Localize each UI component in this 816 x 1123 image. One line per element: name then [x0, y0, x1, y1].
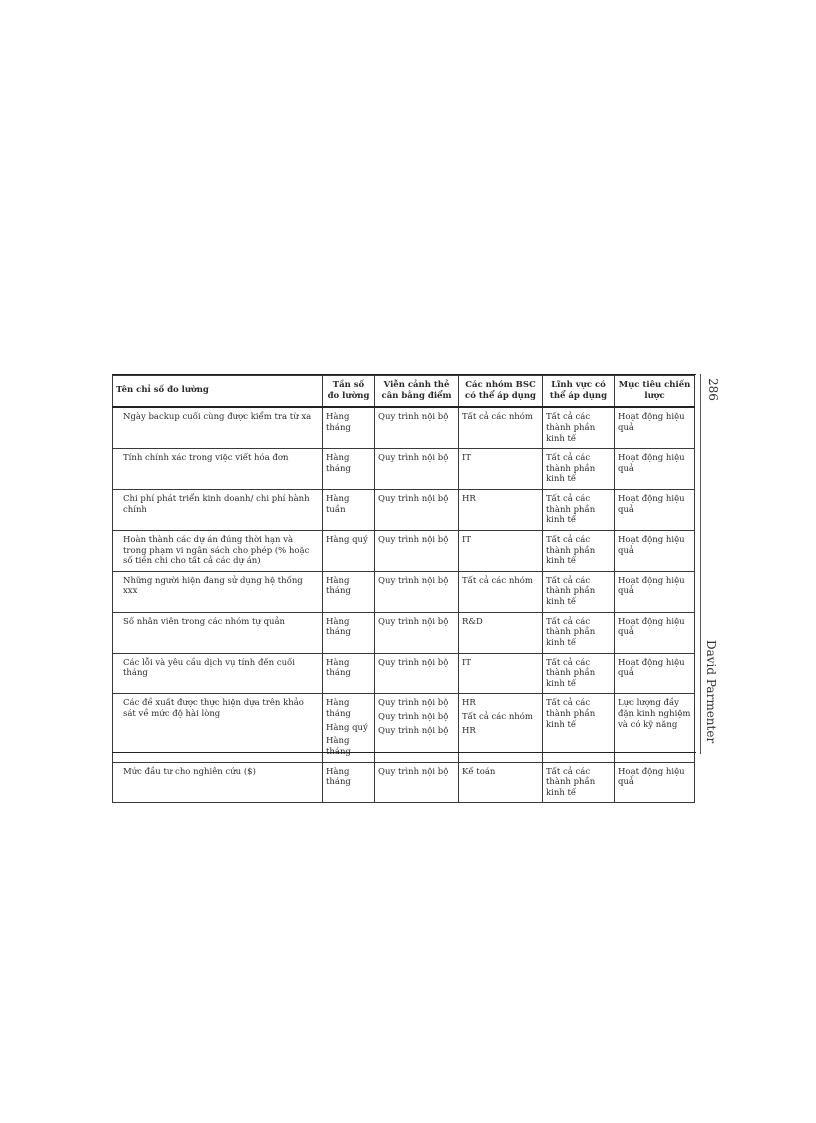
perspective-value: Quy trình nội bộ	[378, 725, 449, 736]
table-row	[113, 612, 695, 653]
cell-frequency	[323, 530, 375, 571]
table-row	[113, 407, 695, 448]
cell-perspective	[375, 762, 459, 803]
frequency-value: Hàng quý	[326, 722, 368, 733]
cell-perspective	[375, 612, 459, 653]
table-header	[113, 376, 695, 408]
table-row	[113, 449, 695, 490]
cell-bsc-groups	[459, 407, 543, 448]
cell-applicable-field: Tất cả các thành phần kinh tế	[543, 612, 615, 653]
cell-perspective	[375, 449, 459, 490]
cell-applicable-field: Tất cả các thành phần kinh tế	[543, 449, 615, 490]
group-value: IT	[462, 534, 472, 545]
perspective-value: Quy trình nội bộ	[378, 534, 449, 545]
cell-perspective	[375, 530, 459, 571]
cell-frequency	[323, 612, 375, 653]
header-bsc-groups: Các nhóm BSC có thể áp dụng	[459, 376, 543, 408]
frequency-value: Hàng tháng	[326, 766, 351, 788]
cell-frequency	[323, 571, 375, 612]
perspective-value: Quy trình nội bộ	[378, 616, 449, 627]
cell-strategic-objective: Hoạt động hiệu quả	[615, 571, 695, 612]
perspective-value: Quy trình nội bộ	[378, 575, 449, 586]
cell-frequency	[323, 407, 375, 448]
cell-measure-name: Tính chính xác trong việc viết hóa đơn	[113, 449, 323, 490]
header-strategic-objective: Mục tiêu chiến lược	[615, 376, 695, 408]
cell-applicable-field: Tất cả các thành phần kinh tế	[543, 694, 615, 762]
cell-applicable-field: Tất cả các thành phần kinh tế	[543, 571, 615, 612]
header-applicable-field: Lĩnh vực có thể áp dụng	[543, 376, 615, 408]
frequency-value: Hàng tháng	[326, 412, 351, 433]
cell-perspective	[375, 490, 459, 531]
group-value: HR	[462, 494, 476, 504]
cell-frequency	[323, 653, 375, 694]
cell-perspective	[375, 407, 459, 448]
cell-measure-name: Những người hiện đang sử dụng hệ thống xxx	[113, 571, 323, 612]
cell-bsc-groups	[459, 612, 543, 653]
cell-bsc-groups	[459, 571, 543, 612]
cell-bsc-groups	[459, 653, 543, 694]
cell-measure-name: Ngày backup cuối cùng được kiểm tra từ xa	[113, 407, 323, 448]
cell-strategic-objective: Hoạt động hiệu quả	[615, 530, 695, 571]
table-row	[113, 571, 695, 612]
table-row	[113, 653, 695, 694]
cell-frequency	[323, 762, 375, 803]
table-row	[113, 530, 695, 571]
cell-strategic-objective: Hoạt động hiệu quả	[615, 407, 695, 448]
frequency-value: Hàng quý	[326, 534, 368, 545]
cell-measure-name: Mức đầu tư cho nghiên cứu ($)	[113, 762, 323, 803]
perspective-value: Quy trình nội bộ	[378, 453, 449, 464]
cell-measure-name: Các lỗi và yêu cầu dịch vụ tính đến cuối tháng	[113, 653, 323, 694]
group-value: Tất cả các nhóm	[462, 412, 533, 423]
group-value: R&D	[462, 616, 483, 627]
frequency-value: Hàng tháng	[326, 698, 351, 719]
cell-measure-name: Các đề xuất được thực hiện dựa trên khảo sát về mức độ hài lòng	[113, 694, 323, 762]
margin-rule	[700, 374, 701, 754]
running-head-author: David Parmenter	[704, 640, 718, 744]
cell-applicable-field: Tất cả các thành phần kinh tế	[543, 530, 615, 571]
table-bottom-rule	[112, 752, 696, 753]
cell-strategic-objective: Hoạt động hiệu quả	[615, 762, 695, 803]
cell-bsc-groups	[459, 762, 543, 803]
cell-applicable-field: Tất cả các thành phần kinh tế	[543, 490, 615, 531]
cell-applicable-field: Tất cả các thành phần kinh tế	[543, 762, 615, 803]
frequency-value: Hàng tuần	[326, 494, 350, 515]
group-value: HR	[462, 725, 476, 736]
cell-applicable-field: Tất cả các thành phần kinh tế	[543, 407, 615, 448]
header-frequency: Tần số đo lường	[323, 376, 375, 408]
cell-applicable-field: Tất cả các thành phần kinh tế	[543, 653, 615, 694]
cell-strategic-objective: Hoạt động hiệu quả	[615, 449, 695, 490]
perspective-value: Quy trình nội bộ	[378, 412, 449, 423]
table-row	[113, 490, 695, 531]
group-value: IT	[462, 453, 472, 464]
frequency-value: Hàng tháng	[326, 616, 351, 638]
cell-measure-name: Hoàn thành các dự án đúng thời hạn và trong phạm vi ngân sách cho phép (% hoặc số tiền chi cho tất cả các dự án)	[113, 530, 323, 571]
frequency-value: Hàng tháng	[326, 736, 351, 757]
table-row	[113, 762, 695, 803]
perspective-value: Quy trình nội bộ	[378, 712, 449, 722]
cell-strategic-objective: Hoạt động hiệu quả	[615, 490, 695, 531]
group-value: Tất cả các nhóm	[462, 712, 533, 722]
cell-frequency	[323, 490, 375, 531]
cell-measure-name: Số nhân viên trong các nhóm tự quản	[113, 612, 323, 653]
cell-bsc-groups	[459, 530, 543, 571]
cell-frequency	[323, 449, 375, 490]
cell-bsc-groups	[459, 490, 543, 531]
perspective-value: Quy trình nội bộ	[378, 698, 449, 709]
kpi-table	[112, 375, 695, 803]
group-value: Kế toán	[462, 766, 496, 777]
frequency-value: Hàng tháng	[326, 453, 351, 474]
cell-perspective	[375, 571, 459, 612]
cell-strategic-objective: Hoạt động hiệu quả	[615, 653, 695, 694]
header-measure-name: Tên chỉ số đo lường	[113, 376, 323, 408]
header-perspective: Viễn cảnh thẻ cân bằng điểm	[375, 376, 459, 408]
table-body	[113, 407, 695, 803]
cell-strategic-objective: Hoạt động hiệu quả	[615, 612, 695, 653]
cell-perspective	[375, 653, 459, 694]
cell-bsc-groups	[459, 449, 543, 490]
perspective-value: Quy trình nội bộ	[378, 657, 449, 668]
perspective-value: Quy trình nội bộ	[378, 494, 449, 504]
group-value: Tất cả các nhóm	[462, 575, 533, 586]
cell-measure-name: Chi phí phát triển kinh doanh/ chi phí hành chính	[113, 490, 323, 531]
frequency-value: Hàng tháng	[326, 575, 351, 597]
perspective-value: Quy trình nội bộ	[378, 766, 449, 777]
page-number: 286	[706, 378, 720, 401]
frequency-value: Hàng tháng	[326, 657, 351, 679]
cell-strategic-objective: Lực lượng đầy đặn kinh nghiệm và có kỹ năng	[615, 694, 695, 762]
group-value: HR	[462, 698, 476, 709]
header-row	[113, 376, 695, 408]
group-value: IT	[462, 657, 472, 668]
